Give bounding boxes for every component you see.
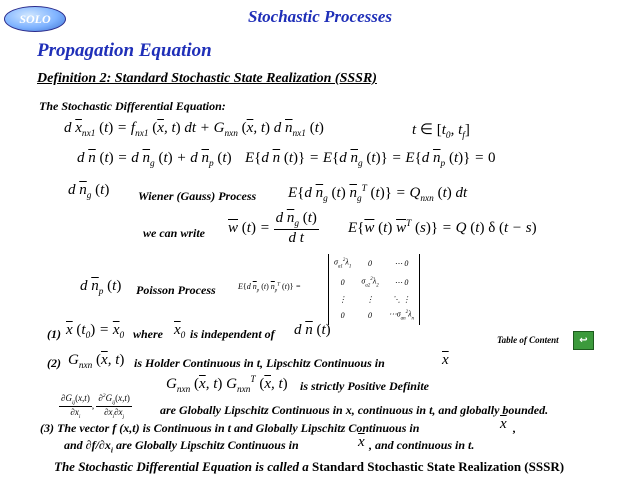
sde-label: The Stochastic Differential Equation: <box>39 99 226 113</box>
section-title: Propagation Equation <box>37 40 212 61</box>
noise-term: d $\overline{n}$ (t) <box>294 322 331 338</box>
poisson-covariance-lhs: E{d $\overline{n}_p$ (t) $\overline{n}_p^T$ (t)} = <box>238 282 301 294</box>
white-noise-definition: $\overline{w}$ (t) = $\frac{d \overline{n}_g (t)}{\text{d t}}$ <box>228 210 317 246</box>
page-title: Stochastic Processes <box>248 7 393 26</box>
g-g-transpose: $G_{nxn}$ ($\overline{x}$, t) $G_{nxn}^T$ ($\overline{x}$, t) <box>166 375 288 395</box>
condition-1-text: is independent of <box>190 327 275 341</box>
solo-badge: SOLO <box>4 6 66 32</box>
condition-3-line-1: (3) The vector f (x,t) is Continuous in t and Globally Lipschitz Continuous in <box>40 421 420 435</box>
initial-condition: $\overline{x}$ $(t_0) = \overline{x}_0$ <box>66 322 125 341</box>
condition-2-text-a: is Holder Continuous in t, Lipschitz Continuous in <box>134 356 385 370</box>
poisson-term: d $\overline{n}_p$ (t) <box>80 278 122 297</box>
condition-2-text-b: is strictly Positive Definite <box>300 379 429 393</box>
white-noise-covariance: $E\{\overline{w}$ (t) $\overline{w}^T$ (s)} = Q (t) δ (t − s) <box>348 219 537 236</box>
x0-term: $\overline{x}_0$ <box>174 322 186 341</box>
wiener-covariance: E{d $\overline{n}_g$ (t) $\overline{n}_g^T$ $(t)\} = Q_{nxn}$ (t) dt <box>288 184 468 204</box>
state-equation: d $\overline{x}_{nx1}$ $(t) = f_{nx1}$ ($\overline{x}$, t) dt + $G_{nxn}$ ($\overline{x}$, t) d $\overline{n}_{nx1}$ (t) <box>64 120 324 139</box>
poisson-label: Poisson Process <box>136 283 216 297</box>
wiener-term: d $\overline{n}_g$ (t) <box>68 182 110 201</box>
return-arrow-icon[interactable]: ↩ <box>573 331 594 350</box>
noise-decomposition: d $\overline{n}$ (t) = d $\overline{n}_g$ (t) + d $\overline{n}_p$ (t) <box>77 150 232 169</box>
condition-1-where: where <box>133 327 163 341</box>
we-can-write-label: we can write <box>143 226 205 240</box>
condition-3-line-2-end: , and continuous in t. <box>369 438 475 452</box>
x-term-2: $\overline{x}$ <box>500 416 507 432</box>
definition-heading: Definition 2: Standard Stochastic State Realization (SSSR) <box>37 71 377 86</box>
zero-mean-equation: E{d $\overline{n}$ (t)} = E{d $\overline{n}_g$ (t)} = E{d $\overline{n}_p$ (t)} = 0 <box>245 150 496 169</box>
condition-2-number: (2) <box>47 356 61 370</box>
wiener-label: Wiener (Gauss) Process <box>138 189 257 203</box>
g-derivatives: $\frac{\partial G_{ij}(x,t)}{\partial x_i}$ , $\frac{\partial^2G_{ij}(x,t)}{\partial x_i\partial x_j}$ <box>61 393 130 420</box>
poisson-covariance-matrix: $\sigma_{a1}^2\lambda_1$ 0 ⋯ 0 0 $\sigma_{a2}^2\lambda_2$ ⋯ 0 ⋮ ⋮ ⋱ ⋮ 0 0 $\cdots\sigma_{an}^2\lambda_n$ <box>328 254 420 325</box>
condition-1-number: (1) <box>47 327 61 341</box>
table-of-content-link[interactable]: Table of Content <box>497 335 559 345</box>
condition-3-line-2: and $\partial f/\partial x_i$ are Globally Lipschitz Continuous in <box>64 438 299 455</box>
time-interval: t ∈ [$t_0$, $t_f$] <box>412 122 470 141</box>
x-term-3: $\overline{x}$ <box>358 434 365 450</box>
g-matrix: $G_{nxn}$ ($\overline{x}$, t) <box>68 352 125 371</box>
x-term: $\overline{x}$ <box>442 352 449 368</box>
condition-2-text-c: are Globally Lipschitz Continuous in x, continuous in t, and globally bounded. <box>160 403 549 417</box>
condition-3-comma: , <box>513 421 516 435</box>
sssr-summary: The Stochastic Differential Equation is called a Standard Stochastic State Realization (SSSR) <box>54 459 565 474</box>
